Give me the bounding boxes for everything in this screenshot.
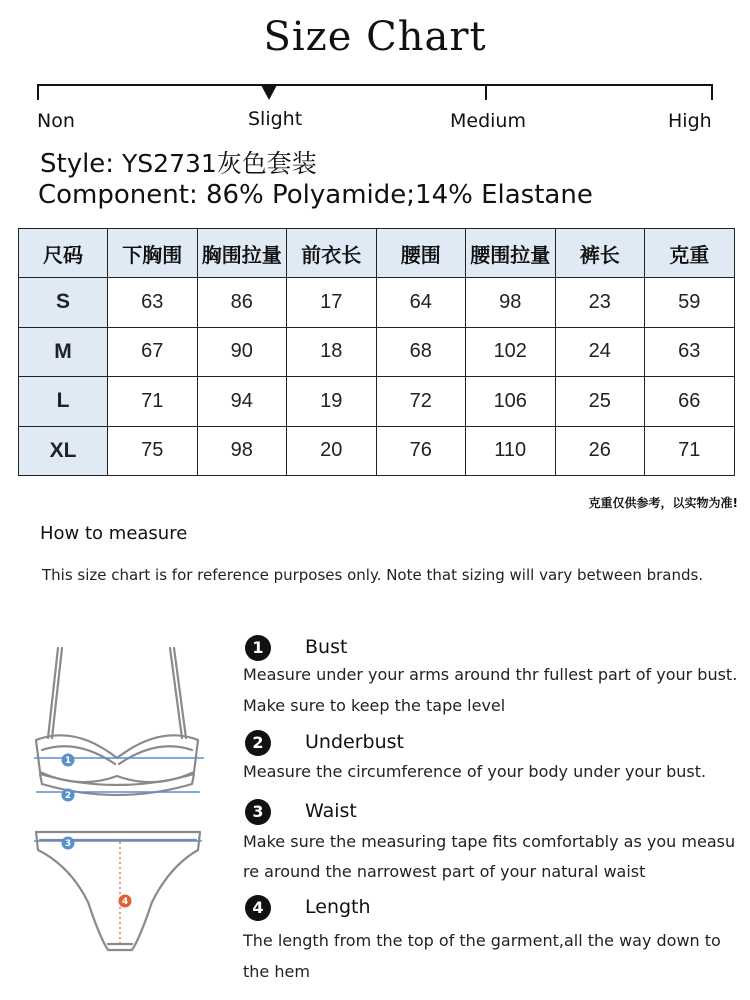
table-cell: 59 — [645, 278, 735, 328]
waist-marker-label: 3 — [64, 839, 72, 849]
table-header-cell: 裤长 — [555, 229, 645, 278]
garment-illustration — [20, 640, 220, 980]
stretch-tick-non — [37, 84, 39, 100]
style-value: YS2731灰色套装 — [122, 149, 317, 178]
step-1-number-icon: 1 — [245, 635, 271, 661]
step-4-title: Length — [305, 896, 371, 918]
table-row — [19, 377, 735, 427]
table-cell: 67 — [108, 327, 198, 377]
table-row — [19, 426, 735, 476]
table-cell-size: XL — [19, 426, 108, 476]
table-cell: 75 — [108, 426, 198, 476]
style-label: Style: — [40, 149, 115, 179]
stretch-selected-marker — [261, 85, 277, 100]
table-cell: 76 — [376, 426, 466, 476]
step-4-text-line-1: The length from the top of the garment,all the way down to — [243, 931, 721, 950]
step-1-title: Bust — [305, 636, 348, 658]
table-cell: 63 — [108, 278, 198, 328]
table-cell: 98 — [197, 426, 287, 476]
stretch-tick-medium — [485, 84, 487, 100]
table-cell: 94 — [197, 377, 287, 427]
step-3-text-line-1: Make sure the measuring tape fits comfortably as you measu — [243, 832, 736, 851]
step-3-number-icon: 3 — [245, 799, 271, 825]
table-cell: 24 — [555, 327, 645, 377]
style-line — [40, 144, 317, 180]
stretch-label-medium: Medium — [450, 110, 526, 132]
table-cell: 19 — [287, 377, 377, 427]
table-cell: 106 — [466, 377, 556, 427]
stretch-tick-high — [711, 84, 713, 100]
length-marker-label: 4 — [121, 897, 129, 907]
table-header-cell: 下胸围 — [108, 229, 198, 278]
table-cell: 64 — [376, 278, 466, 328]
table-header-row — [19, 229, 735, 278]
table-cell: 98 — [466, 278, 556, 328]
table-cell: 63 — [645, 327, 735, 377]
weight-note: 克重仅供参考，以实物为准! — [588, 496, 738, 510]
table-cell: 26 — [555, 426, 645, 476]
table-cell: 25 — [555, 377, 645, 427]
table-cell-size: M — [19, 327, 108, 377]
stretch-label-slight: Slight — [248, 108, 303, 130]
table-row — [19, 278, 735, 328]
table-header-cell: 克重 — [645, 229, 735, 278]
step-4-number-icon: 4 — [245, 895, 271, 921]
table-header-cell: 腰围拉量 — [466, 229, 556, 278]
table-cell: 68 — [376, 327, 466, 377]
table-cell: 23 — [555, 278, 645, 328]
step-4-text-line-2: the hem — [243, 962, 310, 981]
bust-marker-label: 1 — [64, 756, 72, 766]
table-cell: 18 — [287, 327, 377, 377]
table-cell: 86 — [197, 278, 287, 328]
stretch-label-non: Non — [37, 110, 75, 132]
table-row — [19, 327, 735, 377]
step-3-title: Waist — [305, 800, 357, 822]
bottoms-outline — [36, 832, 200, 950]
how-to-measure-description: This size chart is for reference purposes only. Note that sizing will vary between brands. — [42, 566, 704, 584]
table-cell: 71 — [108, 377, 198, 427]
table-cell: 66 — [645, 377, 735, 427]
component-line: Component: 86% Polyamide;14% Elastane — [38, 180, 593, 210]
step-2-title: Underbust — [305, 731, 404, 753]
stretch-scale-line — [38, 84, 712, 86]
table-cell-size: L — [19, 377, 108, 427]
table-cell: 71 — [645, 426, 735, 476]
step-2-text-line-1: Measure the circumference of your body under your bust. — [243, 762, 707, 781]
table-header-cell: 尺码 — [19, 229, 108, 278]
table-cell-size: S — [19, 278, 108, 328]
step-1-text-line-2: Make sure to keep the tape level — [243, 696, 506, 715]
table-cell: 72 — [376, 377, 466, 427]
table-cell: 20 — [287, 426, 377, 476]
table-cell: 90 — [197, 327, 287, 377]
table-cell: 17 — [287, 278, 377, 328]
table-cell: 102 — [466, 327, 556, 377]
page-title: Size Chart — [263, 14, 487, 60]
table-header-cell: 腰围 — [376, 229, 466, 278]
how-to-measure-title: How to measure — [40, 523, 188, 544]
table-header-cell: 胸围拉量 — [197, 229, 287, 278]
step-2-number-icon: 2 — [245, 730, 271, 756]
step-1-text-line-1: Measure under your arms around thr fullest part of your bust. — [243, 665, 738, 684]
step-3-text-line-2: re around the narrowest part of your natural waist — [243, 862, 646, 881]
table-header-cell: 前衣长 — [287, 229, 377, 278]
size-table — [18, 228, 735, 476]
underbust-marker-label: 2 — [64, 791, 72, 801]
stretch-label-high: High — [668, 110, 712, 132]
table-cell: 110 — [466, 426, 556, 476]
